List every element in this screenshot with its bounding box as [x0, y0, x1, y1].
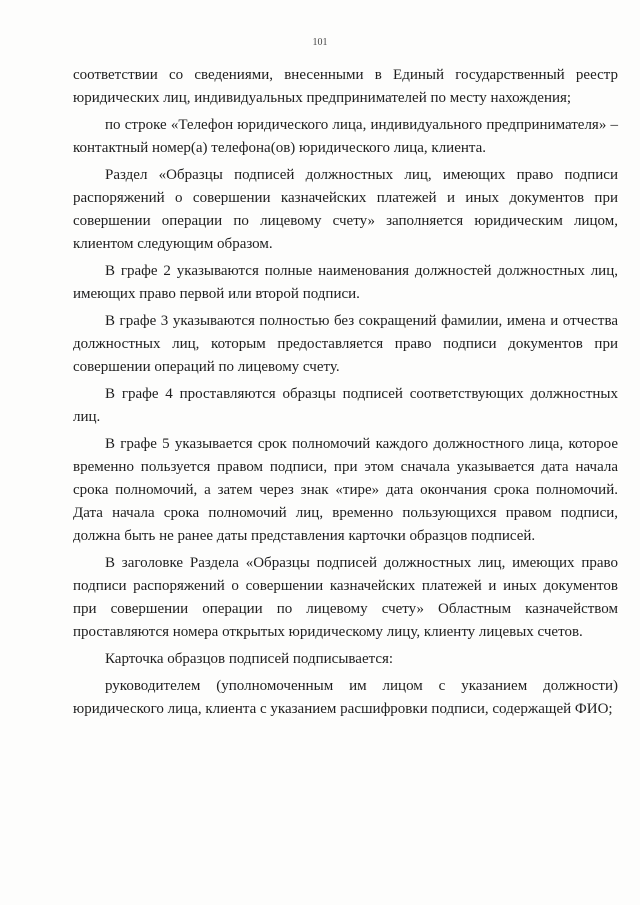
paragraph-column-3: В графе 3 указываются полностью без сокращений фамилии, имена и отчества должностных лиц, которым предоставляется право подписи документов при совершении операций по лицевому счету.	[73, 313, 618, 375]
paragraph-column-5: В графе 5 указывается срок полномочий каждого должностного лица, которое временно пользуется правом подписи, при этом сначала указывается дата начала срока полномочий, а затем через знак «тире» дата окончания срока полномочий. Дата начала срока полномочий лиц, временно пользующихся правом подписи, должна быть не ранее даты представления карточки образцов подписей.	[73, 436, 618, 544]
paragraph-head-signature: руководителем (уполномоченным им лицом с указанием должности) юридического лица, клиента с указанием расшифровки подписи, содержащей ФИО;	[73, 678, 618, 717]
paragraph-signatures-section: Раздел «Образцы подписей должностных лиц, имеющих право подписи распоряжений о совершении казначейских платежей и иных документов при совершении операции по лицевому счету» заполняется юридическим лицом, клиентом следующим образом.	[73, 167, 618, 252]
paragraph-column-2: В графе 2 указываются полные наименования должностей должностных лиц, имеющих право первой или второй подписи.	[73, 263, 618, 302]
page-number: 101	[312, 37, 328, 48]
paragraph-phone-line: по строке «Телефон юридического лица, индивидуального предпринимателя» – контактный номер(а) телефона(ов) юридического лица, клиента.	[73, 117, 618, 156]
paragraph-column-4: В графе 4 проставляются образцы подписей соответствующих должностных лиц.	[73, 386, 618, 425]
paragraph-registry-continuation: соответствии со сведениями, внесенными в Единый государственный реестр юридических лиц, индивидуальных предпринимателей по месту нахождения;	[73, 67, 618, 106]
paragraph-section-header-accounts: В заголовке Раздела «Образцы подписей должностных лиц, имеющих право подписи распоряжений о совершении казначейских платежей и иных документов при совершении операции по лицевому счету» Областным казначейством проставляются номера открытых юридическому лицу, клиенту лицевых счетов.	[73, 555, 618, 640]
document-body	[73, 64, 618, 725]
paragraph-card-signed-by: Карточка образцов подписей подписывается:	[105, 651, 394, 667]
